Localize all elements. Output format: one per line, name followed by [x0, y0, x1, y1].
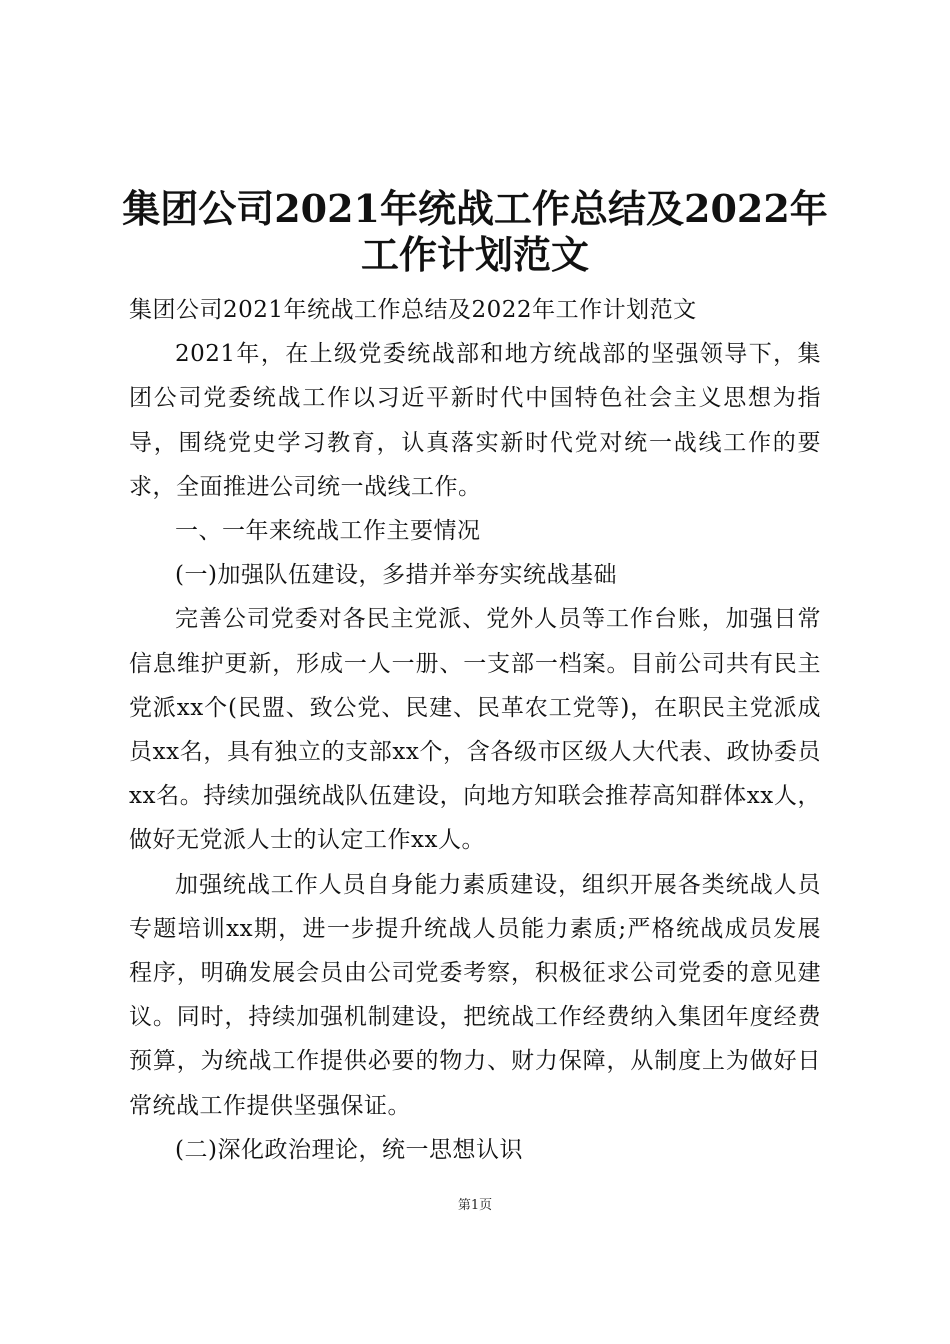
paragraph-team-building: 完善公司党委对各民主党派、党外人员等工作台账，加强日常信息维护更新，形成一人一册、一支部一档案。目前公司共有民主党派xx个(民盟、致公党、民建、民革农工党等)，在职民主党派成员xx名，具有独立的支部xx个，含各级市区级人大代表、政协委员xx名。持续加强统战队伍建设，向地方知联会推荐高知群体xx人，做好无党派人士的认定工作xx人。: [129, 606, 821, 854]
paragraph-capability: 加强统战工作人员自身能力素质建设，组织开展各类统战人员专题培训xx期，进一步提升统战人员能力素质;严格统战成员发展程序，明确发展会员由公司党委考察，积极征求公司党委的意见建议。同时，持续加强机制建设，把统战工作经费纳入集团年度经费预算，为统战工作提供必要的物力、财力保障，从制度上为做好日常统战工作提供坚强保证。: [129, 871, 821, 1119]
subsection-heading-1: (一)加强队伍建设，多措并举夯实统战基础: [175, 562, 617, 589]
document-title: 集团公司2021年统战工作总结及2022年工作计划范文: [122, 186, 828, 277]
paragraph-subtitle: 集团公司2021年统战工作总结及2022年工作计划范文: [129, 297, 697, 323]
page-number: 第1页: [457, 1198, 493, 1213]
section-heading-1: 一、一年来统战工作主要情况: [175, 518, 481, 545]
paragraph-intro: 2021年，在上级党委统战部和地方统战部的坚强领导下，集团公司党委统战工作以习近平新时代中国特色社会主义思想为指导，围绕党史学习教育，认真落实新时代党对统一战线工作的要求，全面推进公司统一战线工作。: [129, 341, 821, 500]
subsection-heading-2: (二)深化政治理论，统一思想认识: [175, 1136, 523, 1163]
document-body: [129, 288, 821, 1172]
